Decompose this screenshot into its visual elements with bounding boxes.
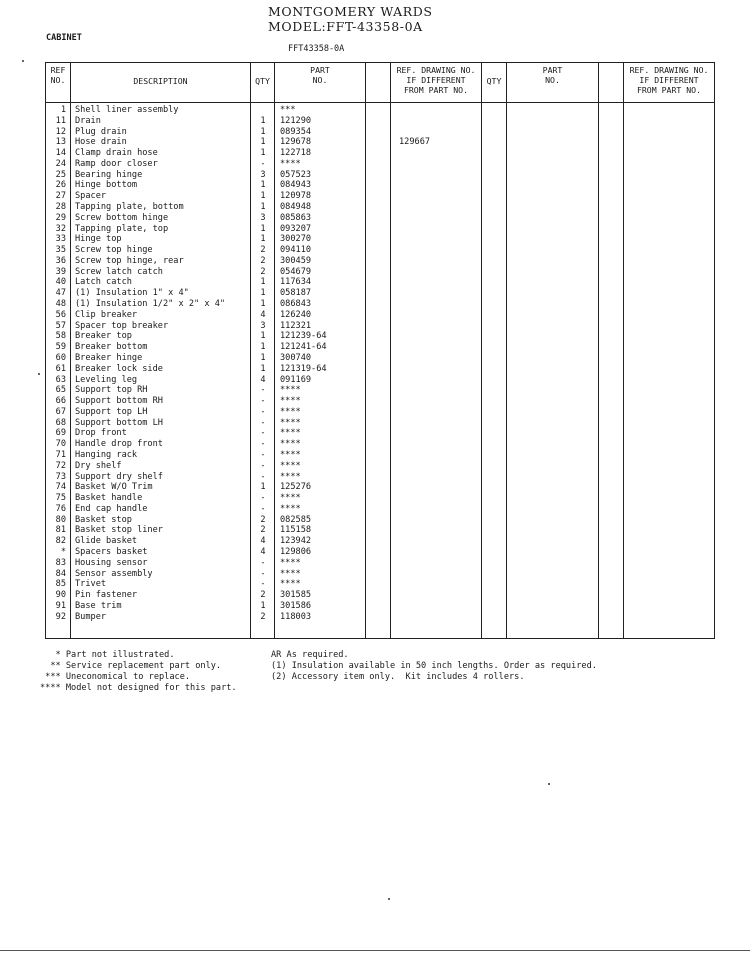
table-row <box>45 364 715 375</box>
part-no-cell: 123942 <box>280 536 312 547</box>
table-row <box>45 558 715 569</box>
description-cell: Dry shelf <box>75 460 122 471</box>
part-no-cell: 122718 <box>280 148 312 159</box>
description-cell: Trivet <box>75 579 107 590</box>
table-row <box>45 148 715 159</box>
table-row <box>45 277 715 288</box>
table-row <box>45 439 715 450</box>
ref-no-cell: 83 <box>55 557 66 568</box>
description-cell: Shell liner assembly <box>75 105 179 115</box>
ref-no-cell: 76 <box>55 503 66 514</box>
page-title: MONTGOMERY WARDS <box>268 4 433 19</box>
qty-cell: 4 <box>260 546 266 557</box>
ref-no-cell: 90 <box>55 590 66 601</box>
table-row <box>45 569 715 580</box>
qty-cell: - <box>260 417 266 428</box>
part-no-cell: **** <box>280 417 301 428</box>
description-cell: (1) Insulation 1/2" x 2" x 4" <box>75 299 226 310</box>
part-no-cell: 301586 <box>280 600 312 611</box>
description-cell: Basket stop <box>75 514 132 525</box>
footnote: **** Model not designed for this part. <box>40 683 237 693</box>
ref-no-cell: 63 <box>55 374 66 385</box>
table-row <box>45 536 715 547</box>
part-no-cell: **** <box>280 385 301 396</box>
ref-no-cell: 80 <box>55 514 66 525</box>
qty-cell: - <box>260 471 266 482</box>
qty-cell: 1 <box>260 352 266 363</box>
table-row <box>45 321 715 332</box>
footnote: AR As required. <box>271 650 349 660</box>
table-top-border <box>45 62 715 63</box>
qty-cell: 1 <box>260 342 266 353</box>
qty-cell: 1 <box>260 277 266 288</box>
qty-cell: 1 <box>260 137 266 148</box>
qty-cell: 1 <box>260 331 266 342</box>
table-row <box>45 127 715 138</box>
part-no-cell: 129806 <box>280 546 312 557</box>
description-cell: Pin fastener <box>75 590 138 601</box>
description-cell: Housing sensor <box>75 557 148 568</box>
header-qty: QTY <box>255 76 270 86</box>
table-row <box>45 407 715 418</box>
description-cell: Glide basket <box>75 536 138 547</box>
qty-cell: 1 <box>260 148 266 159</box>
part-no-cell: 125276 <box>280 482 312 493</box>
qty-cell: 4 <box>260 536 266 547</box>
description-cell: Base trim <box>75 600 122 611</box>
ref-no-cell: 82 <box>55 536 66 547</box>
description-cell: Basket handle <box>75 493 143 504</box>
part-no-cell: 058187 <box>280 288 312 299</box>
description-cell: Breaker lock side <box>75 363 163 374</box>
table-row <box>45 245 715 256</box>
header-description: DESCRIPTION <box>133 76 188 86</box>
description-cell: Tapping plate, top <box>75 223 169 234</box>
ref-no-cell: 29 <box>55 212 66 223</box>
qty-cell: 2 <box>260 525 266 536</box>
description-cell: Drop front <box>75 428 127 439</box>
ref-no-cell: 36 <box>55 255 66 266</box>
table-row <box>45 180 715 191</box>
part-no-cell: **** <box>280 460 301 471</box>
header-ref-no: REF NO. <box>50 65 66 85</box>
footnotes-remarks <box>271 650 597 683</box>
description-cell: Breaker hinge <box>75 352 143 363</box>
part-no-cell: 115158 <box>280 525 312 536</box>
ref-no-cell: 67 <box>55 406 66 417</box>
ref-no-cell: 57 <box>55 320 66 331</box>
part-no-cell: 112321 <box>280 320 312 331</box>
description-cell: Spacer top breaker <box>75 320 169 331</box>
ref-no-cell: 69 <box>55 428 66 439</box>
description-cell: Bearing hinge <box>75 169 143 180</box>
ref-no-cell: 13 <box>55 137 66 148</box>
ref-no-cell: 24 <box>55 158 66 169</box>
table-row <box>45 525 715 536</box>
part-no-cell: 300270 <box>280 234 312 245</box>
qty-cell: - <box>260 439 266 450</box>
model-title: MODEL:FFT-43358-0A <box>268 19 423 34</box>
description-cell: (1) Insulation 1" x 4" <box>75 288 189 299</box>
description-cell: Breaker top <box>75 331 132 342</box>
table-row <box>45 450 715 461</box>
ref-no-cell: 85 <box>55 579 66 590</box>
qty-cell: - <box>260 396 266 407</box>
part-no-cell: 054679 <box>280 266 312 277</box>
part-no-cell: 300459 <box>280 255 312 266</box>
qty-cell: - <box>260 406 266 417</box>
qty-cell: 2 <box>260 611 266 622</box>
qty-cell: - <box>260 385 266 396</box>
qty-cell: 1 <box>260 600 266 611</box>
part-no-cell: 301585 <box>280 590 312 601</box>
description-cell: Clamp drain hose <box>75 148 158 159</box>
part-no-cell: 084948 <box>280 202 312 213</box>
ref-no-cell: 47 <box>55 288 66 299</box>
description-cell: Basket W/O Trim <box>75 482 153 493</box>
table-row <box>45 515 715 526</box>
qty-cell: 2 <box>260 266 266 277</box>
scan-speck <box>38 373 40 375</box>
table-row <box>45 310 715 321</box>
description-cell: Screw bottom hinge <box>75 212 169 223</box>
ref-no-cell: 33 <box>55 234 66 245</box>
table-row <box>45 493 715 504</box>
part-no-cell: **** <box>280 428 301 439</box>
description-cell: Screw latch catch <box>75 266 163 277</box>
footnote: ** Service replacement part only. <box>40 661 222 671</box>
part-no-cell: 085863 <box>280 212 312 223</box>
part-no-cell: **** <box>280 158 301 169</box>
qty-cell: 1 <box>260 223 266 234</box>
part-no-cell: 121319-64 <box>280 363 327 374</box>
part-no-cell: 091169 <box>280 374 312 385</box>
description-cell: Leveling leg <box>75 374 138 385</box>
description-cell: Support top LH <box>75 406 148 417</box>
ref-no-cell: 1 <box>60 105 66 115</box>
ref-no-cell: 81 <box>55 525 66 536</box>
part-no-cell: 086843 <box>280 299 312 310</box>
qty-cell: - <box>260 493 266 504</box>
table-row <box>45 418 715 429</box>
qty-cell: 3 <box>260 320 266 331</box>
ref-no-cell: 56 <box>55 309 66 320</box>
description-cell: Hose drain <box>75 137 127 148</box>
ref-no-cell: 84 <box>55 568 66 579</box>
qty-cell: - <box>260 503 266 514</box>
description-cell: Hanging rack <box>75 449 138 460</box>
table-row <box>45 579 715 590</box>
ref-no-cell: 70 <box>55 439 66 450</box>
part-no-cell: **** <box>280 579 301 590</box>
description-cell: Handle drop front <box>75 439 163 450</box>
table-row <box>45 396 715 407</box>
qty-cell: 1 <box>260 115 266 126</box>
qty-cell: - <box>260 449 266 460</box>
description-cell: Latch catch <box>75 277 132 288</box>
table-row <box>45 137 715 148</box>
part-no-cell: 121290 <box>280 115 312 126</box>
scan-speck <box>388 898 390 900</box>
table-row <box>45 159 715 170</box>
footnote: (1) Insulation available in 50 inch lengths. Order as required. <box>271 661 597 671</box>
ref-no-cell: 28 <box>55 202 66 213</box>
table-row <box>45 116 715 127</box>
ref-no-cell: 58 <box>55 331 66 342</box>
qty-cell: 1 <box>260 288 266 299</box>
part-no-cell: 118003 <box>280 611 312 622</box>
qty-cell: - <box>260 568 266 579</box>
ref-no-cell: 14 <box>55 148 66 159</box>
part-no-cell: 126240 <box>280 309 312 320</box>
ref-no-cell: * <box>60 546 66 557</box>
part-no-cell: 121239-64 <box>280 331 327 342</box>
ref-no-cell: 72 <box>55 460 66 471</box>
table-row <box>45 428 715 439</box>
description-cell: Breaker bottom <box>75 342 148 353</box>
ref-no-cell: 39 <box>55 266 66 277</box>
part-no-cell: **** <box>280 471 301 482</box>
ref-no-cell: 91 <box>55 600 66 611</box>
description-cell: Basket stop liner <box>75 525 163 536</box>
part-no-cell: 082585 <box>280 514 312 525</box>
description-cell: Support dry shelf <box>75 471 163 482</box>
qty-cell: 1 <box>260 234 266 245</box>
qty-cell: 3 <box>260 169 266 180</box>
ref-no-cell: 61 <box>55 363 66 374</box>
table-row <box>45 547 715 558</box>
part-no-cell: 300740 <box>280 352 312 363</box>
part-no-cell: **** <box>280 503 301 514</box>
part-no-cell: **** <box>280 449 301 460</box>
table-row <box>45 213 715 224</box>
ref-no-cell: 32 <box>55 223 66 234</box>
qty-cell: 4 <box>260 309 266 320</box>
description-cell: Drain <box>75 115 101 126</box>
part-no-cell: **** <box>280 396 301 407</box>
header-part-no-2: PART NO. <box>542 65 563 85</box>
ref-no-cell: 75 <box>55 493 66 504</box>
scan-speck <box>22 60 24 62</box>
ref-drawing-cell: 129667 <box>399 137 431 148</box>
table-row <box>45 105 715 116</box>
part-no-cell: 121241-64 <box>280 342 327 353</box>
ref-no-cell: 48 <box>55 299 66 310</box>
description-cell: Screw top hinge <box>75 245 153 256</box>
table-row <box>45 331 715 342</box>
description-cell: Plug drain <box>75 126 127 137</box>
qty-cell: 1 <box>260 191 266 202</box>
qty-cell: - <box>260 460 266 471</box>
description-cell: Clip breaker <box>75 309 138 320</box>
table-row <box>45 202 715 213</box>
description-cell: Spacers basket <box>75 546 148 557</box>
table-row <box>45 288 715 299</box>
qty-cell: - <box>260 428 266 439</box>
table-row <box>45 353 715 364</box>
table-row <box>45 224 715 235</box>
ref-no-cell: 68 <box>55 417 66 428</box>
description-cell: Tapping plate, bottom <box>75 202 184 213</box>
part-no-cell: **** <box>280 557 301 568</box>
table-row <box>45 375 715 386</box>
table-row <box>45 256 715 267</box>
qty-cell: 2 <box>260 245 266 256</box>
header-ref-drawing: REF. DRAWING NO. IF DIFFERENT FROM PART NO. <box>396 65 476 95</box>
description-cell: Screw top hinge, rear <box>75 255 184 266</box>
table-row <box>45 170 715 181</box>
model-code: FFT43358-0A <box>288 44 345 54</box>
table-row <box>45 482 715 493</box>
part-no-cell: **** <box>280 406 301 417</box>
table-row <box>45 472 715 483</box>
table-row <box>45 612 715 623</box>
ref-no-cell: 25 <box>55 169 66 180</box>
description-cell: Hinge top <box>75 234 122 245</box>
scan-speck <box>548 783 550 785</box>
ref-no-cell: 12 <box>55 126 66 137</box>
part-no-cell: 120978 <box>280 191 312 202</box>
qty-cell: 1 <box>260 363 266 374</box>
table-row <box>45 342 715 353</box>
parts-table <box>45 62 715 638</box>
description-cell: Support bottom RH <box>75 396 163 407</box>
ref-no-cell: 65 <box>55 385 66 396</box>
ref-no-cell: 73 <box>55 471 66 482</box>
description-cell: End cap handle <box>75 503 148 514</box>
qty-cell: 1 <box>260 299 266 310</box>
table-row <box>45 590 715 601</box>
page-bottom-edge <box>0 950 750 951</box>
qty-cell: 2 <box>260 590 266 601</box>
ref-no-cell: 74 <box>55 482 66 493</box>
ref-no-cell: 71 <box>55 449 66 460</box>
description-cell: Hinge bottom <box>75 180 138 191</box>
footnote: (2) Accessory item only. Kit includes 4 rollers. <box>271 672 525 682</box>
header-bottom-border <box>45 102 715 103</box>
header-ref-drawing-2: REF. DRAWING NO. IF DIFFERENT FROM PART NO. <box>629 65 709 95</box>
part-no-cell: 089354 <box>280 126 312 137</box>
part-no-cell: *** <box>280 105 296 115</box>
qty-cell: 1 <box>260 482 266 493</box>
qty-cell: 2 <box>260 255 266 266</box>
qty-cell: 1 <box>260 202 266 213</box>
description-cell: Bumper <box>75 611 107 622</box>
ref-no-cell: 92 <box>55 611 66 622</box>
qty-cell: 2 <box>260 514 266 525</box>
part-no-cell: 094110 <box>280 245 312 256</box>
ref-no-cell: 26 <box>55 180 66 191</box>
table-row <box>45 461 715 472</box>
table-row <box>45 385 715 396</box>
qty-cell: 4 <box>260 374 266 385</box>
description-cell: Support bottom LH <box>75 417 163 428</box>
qty-cell: 1 <box>260 180 266 191</box>
qty-cell: - <box>260 579 266 590</box>
part-no-cell: **** <box>280 493 301 504</box>
part-no-cell: 129678 <box>280 137 312 148</box>
qty-cell: 1 <box>260 126 266 137</box>
footnotes-legend <box>40 650 237 694</box>
header-part-no: PART NO. <box>310 65 330 85</box>
table-bottom-border <box>45 638 715 639</box>
table-row <box>45 299 715 310</box>
ref-no-cell: 66 <box>55 396 66 407</box>
part-no-cell: 117634 <box>280 277 312 288</box>
qty-cell: 3 <box>260 212 266 223</box>
description-cell: Ramp door closer <box>75 158 158 169</box>
ref-no-cell: 60 <box>55 352 66 363</box>
section-label: CABINET <box>46 33 82 43</box>
part-no-cell: **** <box>280 568 301 579</box>
ref-no-cell: 35 <box>55 245 66 256</box>
ref-no-cell: 40 <box>55 277 66 288</box>
description-cell: Spacer <box>75 191 107 202</box>
table-row <box>45 267 715 278</box>
ref-no-cell: 11 <box>55 115 66 126</box>
ref-no-cell: 27 <box>55 191 66 202</box>
table-row <box>45 234 715 245</box>
qty-cell: - <box>260 557 266 568</box>
header-qty-2: QTY <box>486 76 502 86</box>
footnote: * Part not illustrated. <box>40 650 175 660</box>
table-row <box>45 191 715 202</box>
part-no-cell: 084943 <box>280 180 312 191</box>
part-no-cell: 057523 <box>280 169 312 180</box>
description-cell: Support top RH <box>75 385 148 396</box>
qty-cell: - <box>260 158 266 169</box>
table-row <box>45 601 715 612</box>
footnote: *** Uneconomical to replace. <box>40 672 191 682</box>
part-no-cell: **** <box>280 439 301 450</box>
description-cell: Sensor assembly <box>75 568 153 579</box>
table-row <box>45 504 715 515</box>
ref-no-cell: 59 <box>55 342 66 353</box>
part-no-cell: 093207 <box>280 223 312 234</box>
